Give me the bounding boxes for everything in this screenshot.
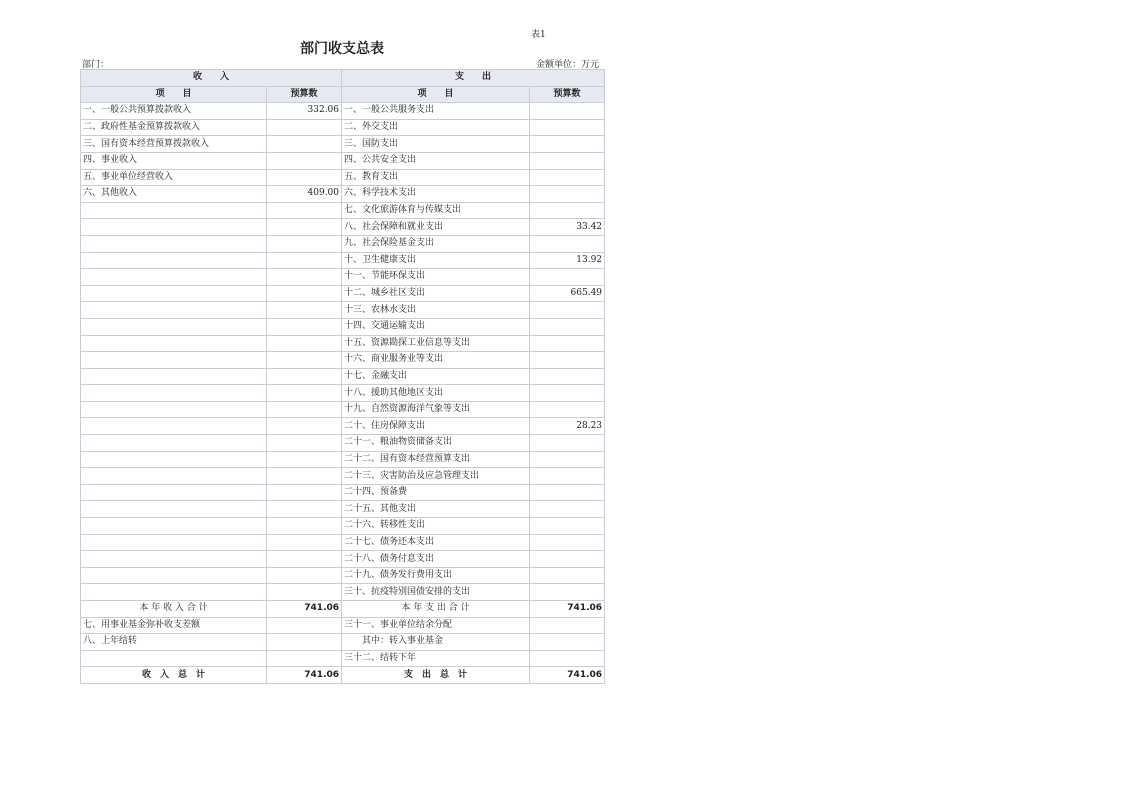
column-header-row	[81, 86, 605, 103]
income-item-cell	[81, 318, 267, 335]
expense-value-cell	[530, 468, 605, 485]
income-value-cell	[267, 401, 342, 418]
income-value-cell	[267, 551, 342, 568]
table-row	[81, 186, 605, 203]
income-item-cell: 六、其他收入	[81, 186, 267, 203]
income-item-cell: 五、事业单位经营收入	[81, 169, 267, 186]
table-row	[81, 219, 605, 236]
expense-item-cell: 二十四、预备费	[342, 484, 530, 501]
income-item-cell	[81, 451, 267, 468]
expense-value-cell	[530, 551, 605, 568]
expense-item-cell: 一、一般公共服务支出	[342, 103, 530, 120]
expense-item-cell: 十四、交通运输支出	[342, 318, 530, 335]
expense-item-cell: 二十八、债务付息支出	[342, 551, 530, 568]
expense-item-cell: 九、社会保险基金支出	[342, 235, 530, 252]
table-row	[81, 617, 605, 634]
expense-item-cell: 三十二、结转下年	[342, 650, 530, 667]
income-item-cell	[81, 501, 267, 518]
income-value-cell: 409.00	[267, 186, 342, 203]
expense-total-value: 741.06	[530, 667, 605, 684]
expense-item-cell: 二十一、粮油物资储备支出	[342, 435, 530, 452]
income-value-cell	[267, 152, 342, 169]
expense-item-cell: 二十、住房保障支出	[342, 418, 530, 435]
income-item-cell	[81, 269, 267, 286]
expense-value-cell	[530, 518, 605, 535]
income-value-cell	[267, 169, 342, 186]
income-value-cell	[267, 119, 342, 136]
income-item-cell	[81, 368, 267, 385]
expense-value-cell	[530, 302, 605, 319]
income-item-cell	[81, 567, 267, 584]
income-total-value: 741.06	[267, 667, 342, 684]
table-row	[81, 584, 605, 601]
expense-value-cell	[530, 501, 605, 518]
income-item-cell: 三、国有资本经营预算拨款收入	[81, 136, 267, 153]
expense-item-cell: 六、科学技术支出	[342, 186, 530, 203]
expense-value-cell	[530, 119, 605, 136]
expense-value-cell	[530, 617, 605, 634]
expense-item-cell: 十、卫生健康支出	[342, 252, 530, 269]
income-item-cell	[81, 584, 267, 601]
table-row	[81, 401, 605, 418]
expense-value-cell	[530, 269, 605, 286]
table-row	[81, 451, 605, 468]
table-row	[81, 468, 605, 485]
subtotal-row	[81, 601, 605, 618]
table-row	[81, 534, 605, 551]
expense-item-cell: 十六、商业服务业等支出	[342, 352, 530, 369]
income-subtotal-value: 741.06	[267, 601, 342, 618]
income-item-cell	[81, 418, 267, 435]
expense-value-cell	[530, 534, 605, 551]
expense-item-cell: 十五、资源勘探工业信息等支出	[342, 335, 530, 352]
table-row	[81, 551, 605, 568]
table-row	[81, 368, 605, 385]
income-value-cell	[267, 634, 342, 651]
income-subtotal-label: 本 年 收 入 合 计	[81, 601, 267, 618]
grand-total-row	[81, 667, 605, 684]
table-row	[81, 435, 605, 452]
expense-budget-header: 预算数	[530, 86, 605, 103]
table-row	[81, 285, 605, 302]
income-item-cell	[81, 235, 267, 252]
income-value-cell	[267, 252, 342, 269]
expense-item-cell: 二十六、转移性支出	[342, 518, 530, 535]
table-row	[81, 518, 605, 535]
expense-value-cell: 13.92	[530, 252, 605, 269]
table-row	[81, 484, 605, 501]
expense-value-cell	[530, 202, 605, 219]
income-value-cell	[267, 235, 342, 252]
income-value-cell	[267, 352, 342, 369]
table-row	[81, 335, 605, 352]
income-total-label: 收 入 总 计	[81, 667, 267, 684]
expense-value-cell	[530, 235, 605, 252]
expense-item-cell: 三十一、事业单位结余分配	[342, 617, 530, 634]
expense-value-cell	[530, 451, 605, 468]
income-item-cell	[81, 435, 267, 452]
table-row	[81, 418, 605, 435]
income-budget-header: 预算数	[267, 86, 342, 103]
expense-item-cell: 十二、城乡社区支出	[342, 285, 530, 302]
expense-value-cell	[530, 401, 605, 418]
table-row	[81, 152, 605, 169]
income-value-cell	[267, 285, 342, 302]
income-item-cell	[81, 468, 267, 485]
expense-item-cell: 二、外交支出	[342, 119, 530, 136]
income-value-cell	[267, 518, 342, 535]
income-value-cell	[267, 202, 342, 219]
expense-item-cell: 三十、抗疫特别国债安排的支出	[342, 584, 530, 601]
expense-item-cell: 二十五、其他支出	[342, 501, 530, 518]
table-row	[81, 136, 605, 153]
income-item-cell	[81, 285, 267, 302]
income-value-cell	[267, 501, 342, 518]
income-value-cell	[267, 534, 342, 551]
expense-item-header: 项 目	[342, 86, 530, 103]
income-item-cell	[81, 335, 267, 352]
expense-item-cell: 七、文化旅游体育与传媒支出	[342, 202, 530, 219]
expense-value-cell	[530, 484, 605, 501]
income-item-cell	[81, 252, 267, 269]
table-row	[81, 302, 605, 319]
expense-item-cell: 八、社会保障和就业支出	[342, 219, 530, 236]
income-item-cell	[81, 352, 267, 369]
income-value-cell	[267, 318, 342, 335]
income-item-cell	[81, 650, 267, 667]
expense-value-cell	[530, 352, 605, 369]
income-value-cell	[267, 650, 342, 667]
expense-total-label: 支 出 总 计	[342, 667, 530, 684]
expense-value-cell	[530, 318, 605, 335]
expense-item-cell: 其中：转入事业基金	[342, 634, 530, 651]
expense-value-cell	[530, 169, 605, 186]
income-value-cell	[267, 435, 342, 452]
income-value-cell	[267, 418, 342, 435]
table-row	[81, 169, 605, 186]
table-number: 表1	[531, 30, 546, 40]
expense-value-cell: 33.42	[530, 219, 605, 236]
expense-item-cell: 十三、农林水支出	[342, 302, 530, 319]
income-value-cell	[267, 451, 342, 468]
table-row	[81, 235, 605, 252]
table-row	[81, 202, 605, 219]
table-row	[81, 252, 605, 269]
expense-item-cell: 二十七、债务还本支出	[342, 534, 530, 551]
income-item-cell: 四、事业收入	[81, 152, 267, 169]
table-row	[81, 567, 605, 584]
income-value-cell	[267, 219, 342, 236]
expense-value-cell	[530, 584, 605, 601]
income-item-cell	[81, 534, 267, 551]
expense-item-cell: 二十二、国有资本经营预算支出	[342, 451, 530, 468]
expense-value-cell	[530, 634, 605, 651]
expense-subtotal-label: 本 年 支 出 合 计	[342, 601, 530, 618]
expense-value-cell	[530, 567, 605, 584]
expense-value-cell	[530, 186, 605, 203]
income-item-cell	[81, 302, 267, 319]
income-header: 收 入	[81, 70, 342, 87]
income-value-cell	[267, 385, 342, 402]
income-item-cell: 二、政府性基金预算拨款收入	[81, 119, 267, 136]
income-value-cell	[267, 368, 342, 385]
expense-item-cell: 十一、节能环保支出	[342, 269, 530, 286]
income-item-cell	[81, 518, 267, 535]
expense-value-cell: 28.23	[530, 418, 605, 435]
income-item-cell	[81, 401, 267, 418]
table-row	[81, 318, 605, 335]
income-value-cell: 332.06	[267, 103, 342, 120]
table-row	[81, 385, 605, 402]
expense-value-cell	[530, 368, 605, 385]
section-header-row	[81, 70, 605, 87]
table-row	[81, 634, 605, 651]
income-item-cell	[81, 484, 267, 501]
expense-item-cell: 三、国防支出	[342, 136, 530, 153]
expense-value-cell	[530, 650, 605, 667]
expense-item-cell: 五、教育支出	[342, 169, 530, 186]
table-row	[81, 501, 605, 518]
income-value-cell	[267, 302, 342, 319]
table-row	[81, 119, 605, 136]
expense-item-cell: 十九、自然资源海洋气象等支出	[342, 401, 530, 418]
expense-value-cell	[530, 136, 605, 153]
expense-value-cell	[530, 435, 605, 452]
expense-value-cell: 665.49	[530, 285, 605, 302]
expense-value-cell	[530, 385, 605, 402]
expense-value-cell	[530, 103, 605, 120]
table-row	[81, 650, 605, 667]
budget-table	[80, 69, 605, 684]
income-item-cell	[81, 385, 267, 402]
table-row	[81, 269, 605, 286]
unit-label: 金额单位：万元	[535, 60, 599, 70]
income-item-cell	[81, 551, 267, 568]
expense-value-cell	[530, 152, 605, 169]
income-value-cell	[267, 567, 342, 584]
income-value-cell	[267, 484, 342, 501]
table-row	[81, 352, 605, 369]
page-title: 部门收支总表	[300, 41, 384, 57]
income-value-cell	[267, 468, 342, 485]
expense-item-cell: 十八、援助其他地区支出	[342, 385, 530, 402]
table-row	[81, 103, 605, 120]
income-item-header: 项 目	[81, 86, 267, 103]
income-value-cell	[267, 584, 342, 601]
income-item-cell: 七、用事业基金弥补收支差额	[81, 617, 267, 634]
expense-item-cell: 二十九、债务发行费用支出	[342, 567, 530, 584]
income-item-cell	[81, 219, 267, 236]
expense-item-cell: 四、公共安全支出	[342, 152, 530, 169]
income-value-cell	[267, 269, 342, 286]
income-value-cell	[267, 136, 342, 153]
income-item-cell: 八、上年结转	[81, 634, 267, 651]
expense-item-cell: 十七、金融支出	[342, 368, 530, 385]
income-value-cell	[267, 335, 342, 352]
income-item-cell: 一、一般公共预算拨款收入	[81, 103, 267, 120]
department-label: 部门：	[82, 60, 110, 70]
income-value-cell	[267, 617, 342, 634]
income-item-cell	[81, 202, 267, 219]
expense-header: 支 出	[342, 70, 605, 87]
expense-value-cell	[530, 335, 605, 352]
expense-subtotal-value: 741.06	[530, 601, 605, 618]
expense-item-cell: 二十三、灾害防治及应急管理支出	[342, 468, 530, 485]
